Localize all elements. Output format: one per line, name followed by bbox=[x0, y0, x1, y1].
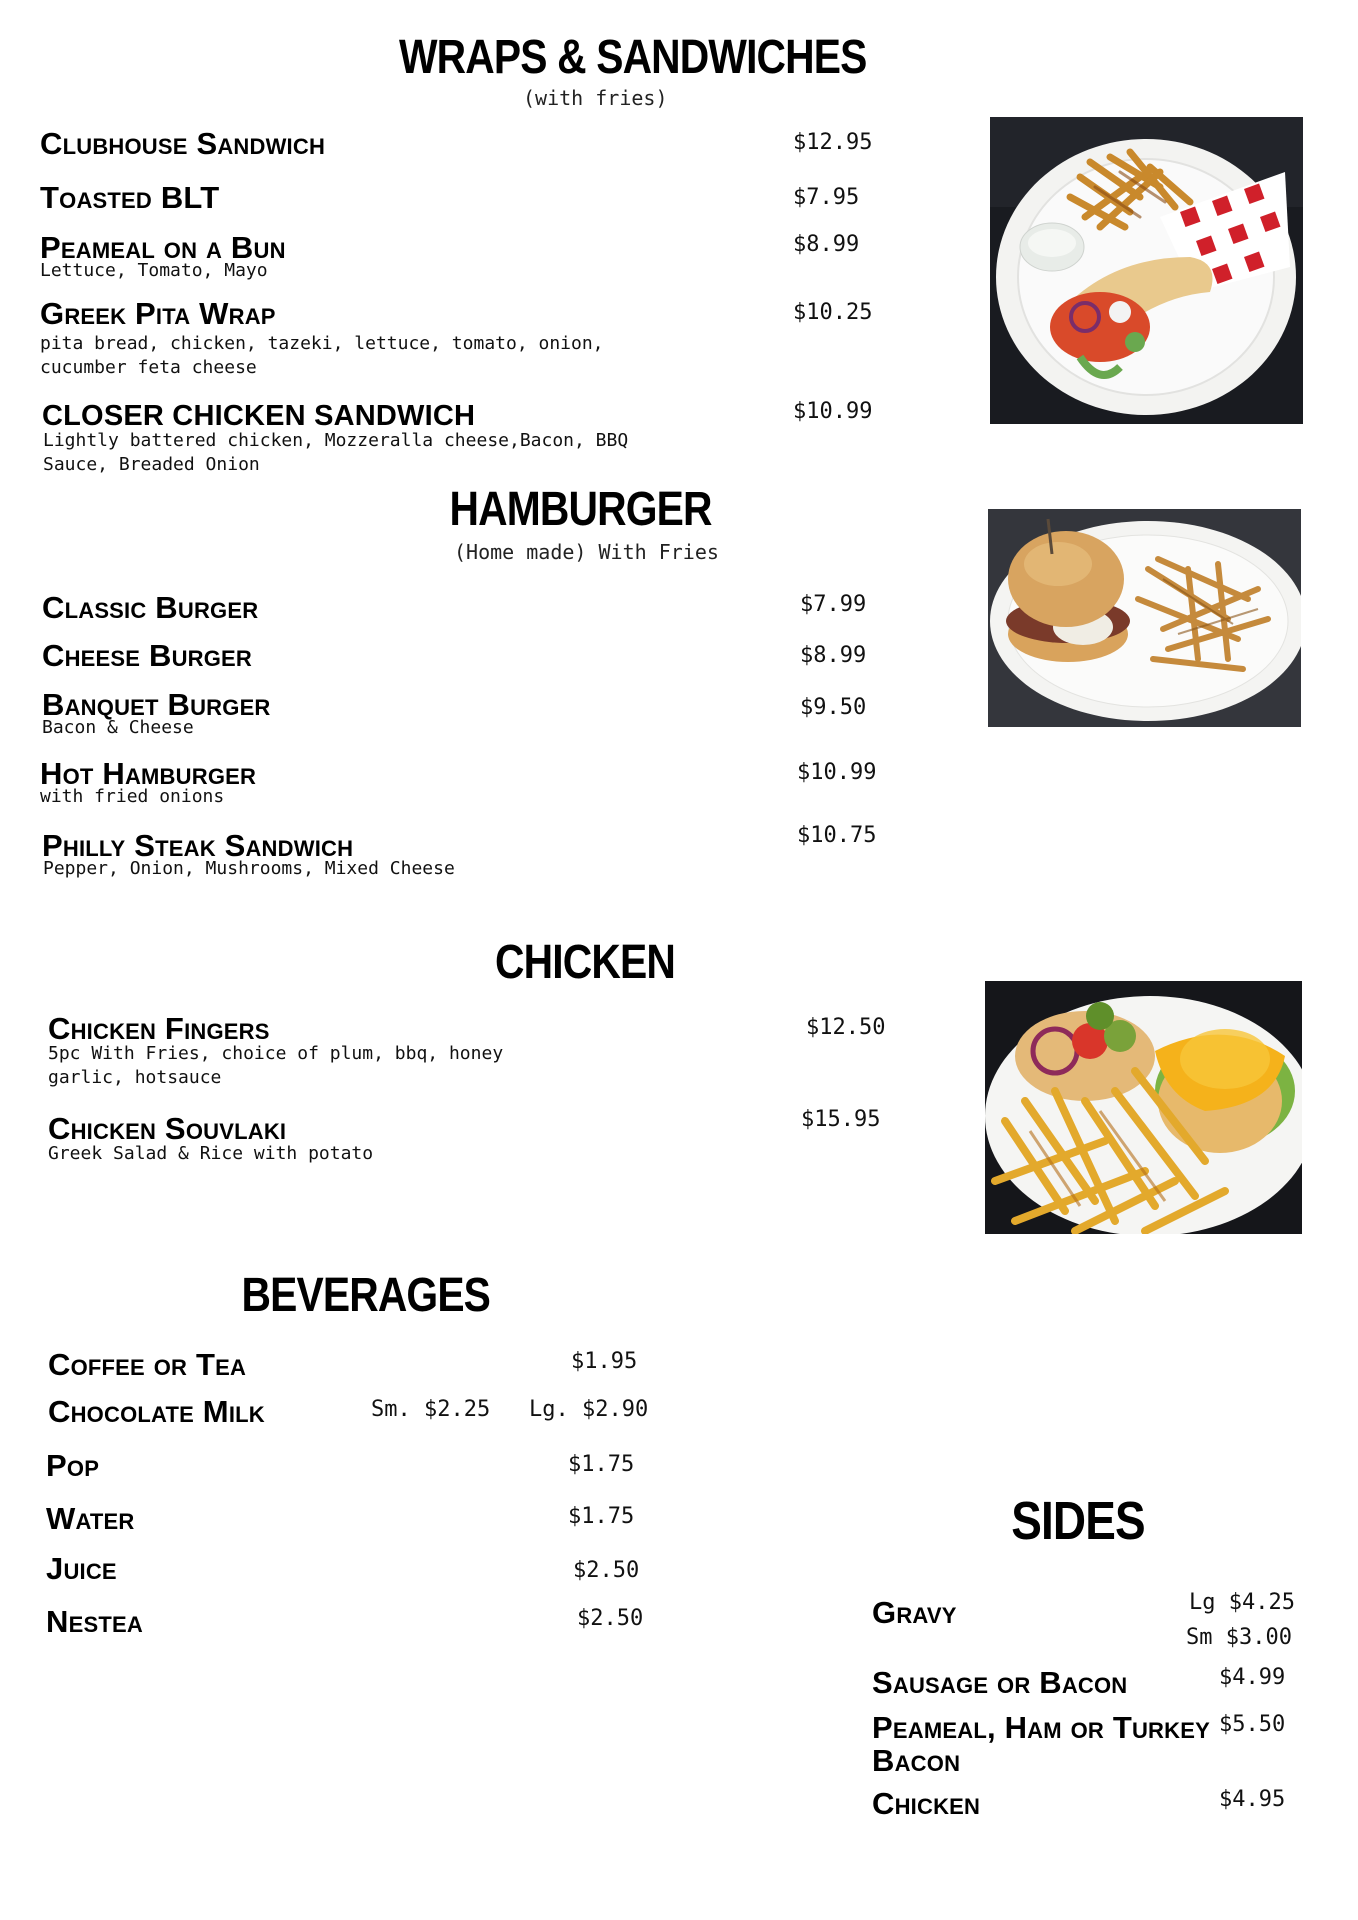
menu-item-price: $10.25 bbox=[793, 300, 873, 325]
wraps-title: WRAPS & SANDWICHES bbox=[399, 31, 867, 84]
menu-item-price: $1.75 bbox=[568, 1504, 635, 1529]
menu-item-name: Gravy bbox=[872, 1595, 957, 1630]
menu-item-price: $2.50 bbox=[573, 1558, 640, 1583]
menu-item-name: Peameal, Ham or Turkey bbox=[872, 1710, 1210, 1745]
menu-item-name: Juice bbox=[46, 1551, 117, 1586]
menu-item-price-small: Sm $3.00 bbox=[1186, 1625, 1292, 1650]
menu-item-name: Banquet Burger bbox=[42, 687, 271, 722]
menu-item-price: $12.50 bbox=[806, 1015, 886, 1040]
menu-item-price: $12.95 bbox=[793, 130, 873, 155]
menu-item-name: Clubhouse Sandwich bbox=[40, 126, 326, 161]
menu-item-name: Hot Hamburger bbox=[40, 756, 257, 791]
menu-item-price: $1.75 bbox=[568, 1452, 635, 1477]
cheeseburger-photo bbox=[985, 981, 1302, 1234]
menu-item-price: $15.95 bbox=[801, 1107, 881, 1132]
menu-item-description: garlic, hotsauce bbox=[48, 1067, 222, 1088]
menu-item-price: $10.99 bbox=[793, 399, 873, 424]
menu-item-price: $5.50 bbox=[1219, 1712, 1286, 1737]
menu-item-name: Nestea bbox=[46, 1604, 143, 1639]
menu-item-description: Bacon & Cheese bbox=[42, 717, 194, 738]
menu-item-price-small: Sm. $2.25 bbox=[371, 1397, 491, 1422]
menu-item-name: Classic Burger bbox=[42, 590, 259, 625]
burger-photo bbox=[988, 509, 1301, 727]
menu-item-price: $2.50 bbox=[577, 1606, 644, 1631]
menu-item-price-large: Lg $4.25 bbox=[1189, 1590, 1295, 1615]
menu-item-price: $4.95 bbox=[1219, 1787, 1286, 1812]
beverages-title: BEVERAGES bbox=[241, 1269, 491, 1322]
menu-item-name: Bacon bbox=[872, 1743, 961, 1778]
menu-item-price: $7.95 bbox=[793, 185, 860, 210]
menu-item-name: Coffee or Tea bbox=[48, 1347, 247, 1382]
menu-item-description: pita bread, chicken, tazeki, lettuce, tomato, onion, bbox=[40, 333, 604, 354]
menu-item-name: Greek Pita Wrap bbox=[40, 296, 276, 331]
menu-item-name: Peameal on a Bun bbox=[40, 230, 286, 265]
menu-item-price-large: Lg. $2.90 bbox=[529, 1397, 649, 1422]
menu-item-name: Water bbox=[46, 1501, 135, 1536]
wrap-photo bbox=[990, 117, 1303, 424]
sides-title: SIDES bbox=[1011, 1491, 1145, 1551]
menu-item-price: $8.99 bbox=[793, 232, 860, 257]
menu-item-price: $7.99 bbox=[800, 592, 867, 617]
menu-item-name: Chicken Fingers bbox=[48, 1011, 270, 1046]
menu-item-name: Chicken Souvlaki bbox=[48, 1111, 287, 1146]
menu-item-price: $8.99 bbox=[800, 643, 867, 668]
menu-item-name: Cheese Burger bbox=[42, 638, 253, 673]
menu-item-name: Philly Steak Sandwich bbox=[42, 828, 354, 863]
hamburger-title: HAMBURGER bbox=[449, 483, 712, 536]
menu-item-price: $4.99 bbox=[1219, 1665, 1286, 1690]
menu-item-name: Chicken bbox=[872, 1786, 981, 1821]
menu-item-description: Lightly battered chicken, Mozzeralla cheese,Bacon, BBQ bbox=[43, 430, 629, 451]
menu-item-description: cucumber feta cheese bbox=[40, 357, 257, 378]
wraps-subtitle: (with fries) bbox=[523, 86, 668, 110]
menu-item-price: $10.99 bbox=[797, 760, 877, 785]
menu-item-price: $1.95 bbox=[571, 1349, 638, 1374]
menu-item-description: Lettuce, Tomato, Mayo bbox=[40, 260, 268, 281]
menu-item-description: 5pc With Fries, choice of plum, bbq, honey bbox=[48, 1043, 504, 1064]
menu-item-name: Sausage or Bacon bbox=[872, 1665, 1128, 1700]
menu-item-price: $10.75 bbox=[797, 823, 877, 848]
menu-item-name: Pop bbox=[46, 1448, 100, 1483]
menu-item-description: Pepper, Onion, Mushrooms, Mixed Cheese bbox=[43, 858, 455, 879]
chicken-title: CHICKEN bbox=[495, 936, 675, 989]
menu-item-name: Toasted BLT bbox=[40, 180, 220, 215]
menu-item-description: Greek Salad & Rice with potato bbox=[48, 1143, 374, 1164]
menu-item-name: Chocolate Milk bbox=[48, 1394, 265, 1429]
menu-item-price: $9.50 bbox=[800, 695, 867, 720]
hamburger-subtitle: (Home made) With Fries bbox=[454, 540, 719, 564]
menu-item-description: with fried onions bbox=[40, 786, 225, 807]
menu-item-description: Sauce, Breaded Onion bbox=[43, 454, 260, 475]
menu-item-name: CLOSER CHICKEN SANDWICH bbox=[42, 400, 476, 432]
